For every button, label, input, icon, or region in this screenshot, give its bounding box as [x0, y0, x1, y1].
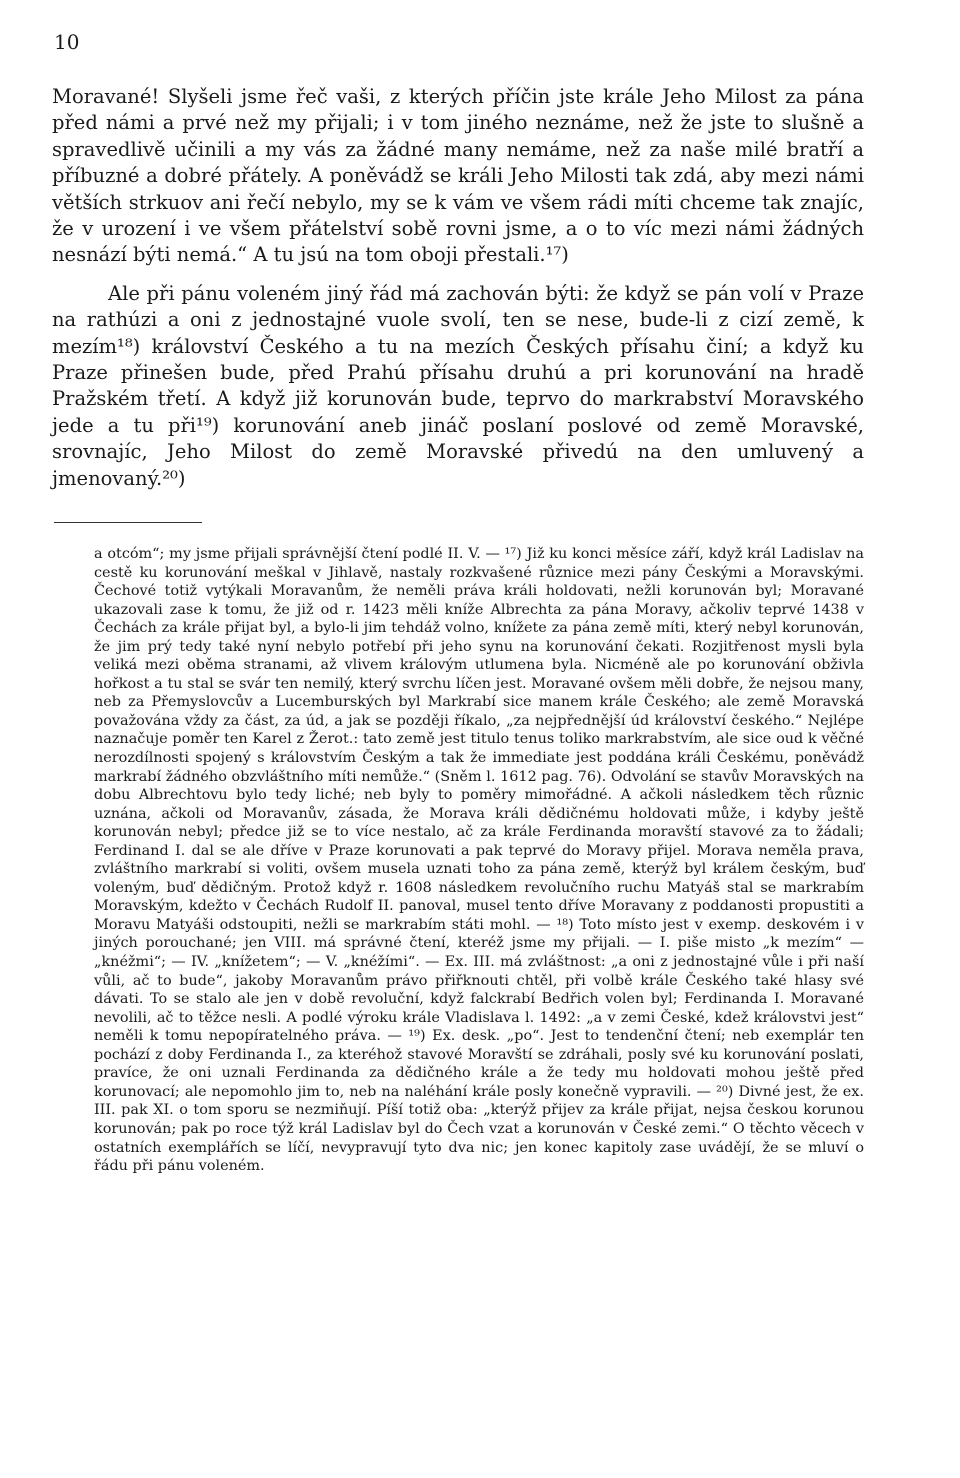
- footnotes: [94, 545, 864, 1176]
- main-paragraph: Moravané! Slyšeli jsme řeč vaši, z kterých příčin jste krále Jeho Milost za pána před námi a prvé než my přijali; i v tom jiného neznáme, než že jste to slušně a spravedlivě učinili a my vás za žádné many nemáme, než za naše milé bratří a příbuzné a dobré přátely. A poněvádž se králi Jeho Milosti tak zdá, aby mezi námi větších strkuov ani řečí nebylo, my se k vám ve všem rádi míti chceme tak znajíc, že v urození i ve všem přátelství sobě rovni jsme, a o to víc mezi námi žádných nesnází býti nemá.“ A tu jsú na tom oboji přestali.¹⁷): [52, 85, 864, 267]
- main-paragraph: Ale při pánu voleném jiný řád má zachován býti: že když se pán volí v Praze na rathúzi a oni z jednostajné vuole svolí, ten se nese, bude-li z cizí země, k mezím¹⁸) království Českého a tu na mezích Českých přísahu činí; a když ku Praze přinešen bude, před Prahú přísahu druhú a pri korunování na hradě Pražském třetí. A když již korunován bude, teprvo do markrabství Moravského jede a tu při¹⁹) korunování aneb jináč poslaní poslové od země Moravské, srovnajíc, Jeho Milost do země Moravské přivedú na den umluvený a jmenovaný.²⁰): [52, 281, 864, 490]
- page-number: 10: [54, 30, 80, 54]
- footnote-divider: [54, 522, 202, 523]
- footnote-text: a otcóm“; my jsme přijali správnější čtení podlé II. V. — ¹⁷) Již ku konci měsíce září, když král Ladislav na cestě ku korunování meškal v Jihlavě, nastaly rozkvašené různice mezi pány Českými a Moravskými. Čechové totiž vytýkali Moravanům, že neměli práva králi holdovati, nežli korunován byl; Moravané ukazovali zase k tomu, že již od r. 1423 měli kníže Albrechta za pána Moravy, ačkoliv teprvé 1438 v Čechách za krále přijat byl, a bylo-li jim tehdáž volno, knížete za pána země míti, který nebyl korunován, že jim prý tedy také nyní nebylo potřebí při jeho synu na korunování čekati. Rozjitřenost mysli byla veliká mezi oběma stranami, až vlivem královým utlumena byla. Nicméně ale po korunování obživla hořkost a tu stal se svár ten nemilý, který svrchu líčen jest. Moravané ovšem měli dobře, že nejsou many, neb za Přemyslovcův a Lucemburských byl Markrabí sice manem krále Českého; ale země Moravská považována vždy za část, za úd, a jak se později říkalo, „za nejpřednější úd království českého.“ Nejlépe naznačuje poměr ten Karel z Žerot.: tato země jest titulo tenus toliko markrabstvím, ale sice oud k věčné nerozdílnosti spojený s královstvím Českým a tak že immediate jest poddána králi Českému, poněvádž markrabí žádného obzvláštního míti nemůže.“ (Sněm l. 1612 pag. 76). Odvolání se stavův Moravských na dobu Albrechtovu bylo tedy liché; neb byly to poměry mimořádné. A ačkoli následkem těch různic uznána, ačkoli od Moravanův, zásada, že Morava králi dědičnému holdovati může, i kdyby ještě korunován nebyl; předce již se to více nestalo, ač za krále Ferdinanda moravští stavové za to žádali; Ferdinand I. dal se ale dříve v Praze korunovati a pak teprvé do Moravy přijel. Morava neměla prava, zvláštního markrabí si voliti, ovšem musela uznati toho za pána země, kterýž byl králem českým, buď voleným, buď dědičným. Protož když r. 1608 následkem revolučního ruchu Matyáš stal se markrabím Moravským, kdežto v Čechách Rudolf II. panoval, musel tento dříve Moravany z poddanosti propustiti a Moravu Matyáši odstoupiti, nežli se markrabím státi mohl. — ¹⁸) Toto místo jest v exemp. deskovém i v jiných porouchané; jen VIII. má správné čtení, kteréž jsme my přijali. — I. piše misto „k mezím“ — „knéžmi“; — IV. „knížetem“; — V. „knéžími“. — Ex. III. má zvláštnost: „a oni z jednostajné vůle i při naší vůli, ač to bude“, jakoby Moravanům právo přiřknouti chtěl, při volbě krále Českého také hlasy své dávati. To se stalo ale jen v době revoluční, když falckrabí Bedřich volen byl; Ferdinanda I. Moravané nevolili, ač to těžce nesli. A podlé výroku krále Vladislava l. 1492: „a v zemi České, kdež královstvi jest“ neměli k tomu nepopíratelného práva. — ¹⁹) Ex. desk. „po“. Jest to tendenční čtení; neb exemplár ten pochází z doby Ferdinanda I., za kteréhož stavové Moravští se zdráhali, posly své ku korunování poslati, pravíce, že oni uznali Ferdinanda za dědičného krále a že tedy mu holdovati mohou ještě před korunovací; ale nepomohlo jim to, neb na naléhání krále posly konečně vypravili. — ²⁰) Divné jest, že ex. III. pak XI. o tom sporu se nezmiňují. Píší totiž oba: „kterýž přijev za krále přijat, nejsa českou korunou korunován; pak po roce týž král Ladislav byl do Čech vzat a korunován v České zemi.“ O těchto věcech v ostatních exemplářích se líčí, nevypravují tyto dva nic; jen konec kapitoly zase uvádějí, že se mluví o řádu při pánu voleném.: [94, 546, 864, 1175]
- main-text: [52, 84, 864, 492]
